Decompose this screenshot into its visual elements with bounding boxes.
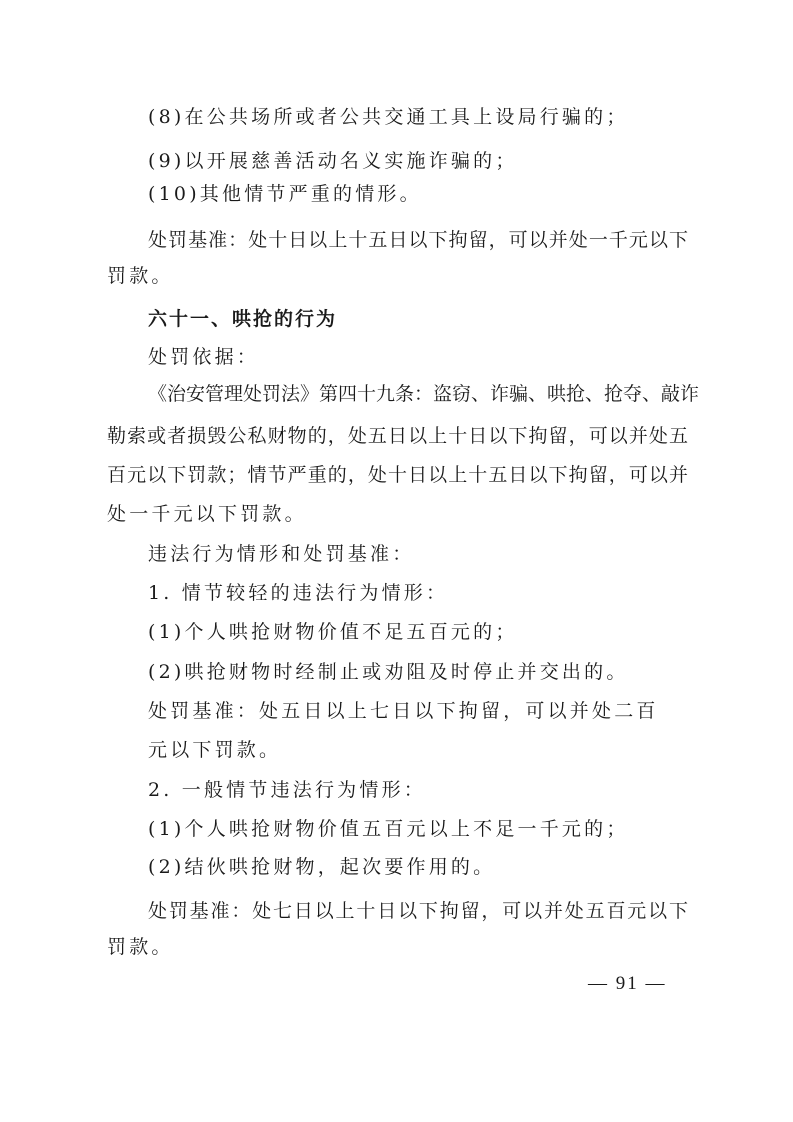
minor-penalty-line-2: 元以下罚款。 — [148, 739, 282, 761]
section-heading: 六十一、哄抢的行为 — [148, 308, 338, 330]
minor-situation-heading: 1. 情节较轻的违法行为情形： — [148, 582, 449, 604]
general-item-2: (2)结伙哄抢财物，起次要作用的。 — [148, 856, 496, 878]
clause-10: (10)其他情节严重的情形。 — [148, 183, 422, 205]
law-text-line-3: 百元以下罚款；情节严重的，处十日以上十五日以下拘留，可以并 — [107, 464, 688, 486]
minor-item-2: (2)哄抢财物时经制止或劝阻及时停止并交出的。 — [148, 661, 629, 683]
minor-penalty-line-1: 处罚基准：处五日以上七日以下拘留，可以并处二百 — [148, 700, 659, 722]
clause-8: (8)在公共场所或者公共交通工具上设局行骗的； — [148, 106, 629, 128]
general-item-1: (1)个人哄抢财物价值五百元以上不足一千元的； — [148, 818, 629, 840]
penalty-standard-line-2: 罚款。 — [107, 265, 174, 287]
penalty-basis-label: 处罚依据： — [148, 346, 260, 368]
law-text-line-4: 处一千元以下罚款。 — [107, 503, 307, 525]
general-penalty-line-1: 处罚基准：处七日以上十日以下拘留，可以并处五百元以下 — [148, 900, 688, 922]
law-text-line-1: 《治安管理处罚法》第四十九条：盗窃、诈骗、哄抢、抢夺、敲诈 — [148, 383, 700, 405]
minor-item-1: (1)个人哄抢财物价值不足五百元的； — [148, 621, 518, 643]
general-penalty-line-2: 罚款。 — [107, 936, 174, 958]
law-text-line-2: 勒索或者损毁公私财物的，处五日以上十日以下拘留，可以并处五 — [107, 425, 688, 447]
penalty-standard-line-1: 处罚基准：处十日以上十五日以下拘留，可以并处一千元以下 — [148, 229, 688, 251]
page-number: — 91 — — [588, 973, 667, 994]
general-situation-heading: 2. 一般情节违法行为情形： — [148, 779, 426, 801]
violation-situations-label: 违法行为情形和处罚基准： — [148, 543, 415, 565]
clause-9: (9)以开展慈善活动名义实施诈骗的； — [148, 150, 518, 172]
